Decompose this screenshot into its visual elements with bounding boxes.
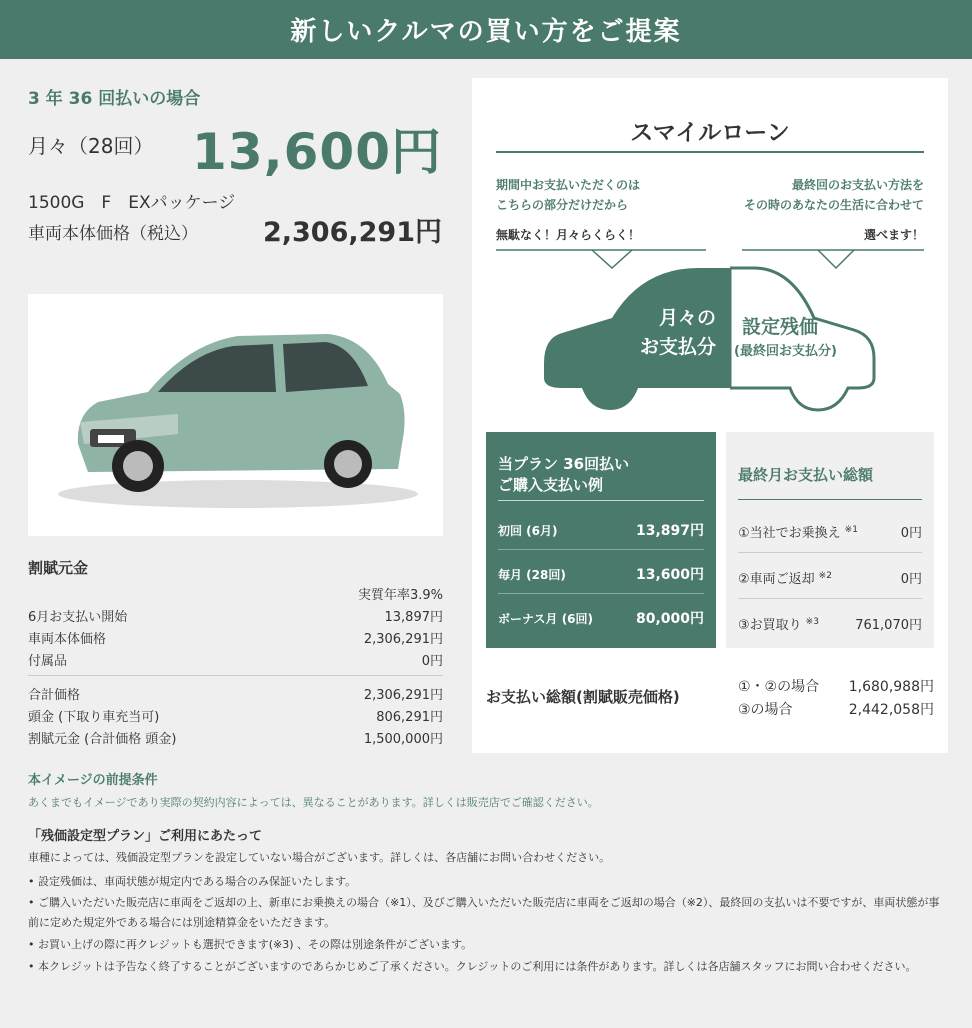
monthly-amount: 13,600円 <box>192 123 442 181</box>
final-payment-row <box>738 522 922 541</box>
monthly-label: 月々（28回） <box>28 134 154 158</box>
final-payment-box <box>726 432 934 648</box>
car-monthly-line: お支払分 <box>639 336 716 358</box>
plan-payment-label: 初回 (6月) <box>498 524 558 538</box>
total-payment-value: 1,680,988円 <box>848 679 934 695</box>
plan-box-title <box>498 454 629 496</box>
plan-payment-label: 毎月 (28回) <box>498 568 566 582</box>
breakdown-row <box>28 728 443 747</box>
breakdown-row-value: 13,897円 <box>384 610 443 625</box>
smile-loan-title: スマイルローン <box>630 120 790 146</box>
car-monthly-label <box>612 304 716 362</box>
plan-payment-box <box>486 432 716 648</box>
note-right-highlight: 選べます！ <box>863 228 924 242</box>
breakdown-row-value: 2,306,291円 <box>363 688 443 703</box>
breakdown-row <box>28 650 443 669</box>
premise-text: あくまでもイメージであり実際の契約内容によっては、異なることがあります。詳しくは販売店でご確認ください。 <box>28 796 599 809</box>
total-payment-row <box>738 676 934 696</box>
plan-note-line: • お買い上げの際に再クレジットも選択できます(※3) 、その際は別途条件がございます。 <box>28 938 473 951</box>
plan-payment-row <box>498 608 704 628</box>
divider <box>738 552 922 553</box>
plan-note-line: 車種によっては、残価設定型プランを設定していない場合がございます。詳しくは、各店舗にお問い合わせください。 <box>28 851 611 864</box>
final-payment-label <box>738 614 819 633</box>
page-banner: 新しいクルマの買い方をご提案 <box>0 0 972 59</box>
total-payment-case: ③の場合 <box>738 702 793 718</box>
breakdown-title: 割賦元金 <box>28 559 89 577</box>
footnote-mark: ※3 <box>805 616 819 627</box>
plan-payment-value: 13,600円 <box>635 567 704 583</box>
final-payment-value: 0円 <box>900 526 922 541</box>
total-payment-case: ①・②の場合 <box>738 679 820 695</box>
car-photo-illustration <box>28 294 443 536</box>
divider <box>498 593 704 594</box>
divider <box>496 151 924 153</box>
divider <box>498 549 704 550</box>
final-payment-label <box>738 522 858 541</box>
note-left-highlight: 無駄なく！月々らくらく！ <box>496 228 641 242</box>
note-right-line: 最終回のお支払い方法を <box>791 178 924 192</box>
plan-title: 3 年 36 回払いの場合 <box>28 89 201 109</box>
breakdown-row <box>28 606 443 625</box>
total-payment-value: 2,442,058円 <box>848 702 934 718</box>
plan-payment-value: 80,000円 <box>635 611 704 627</box>
divider <box>738 499 922 500</box>
breakdown-row-value: 2,306,291円 <box>363 632 443 647</box>
grade-name: 1500G F EXパッケージ <box>28 193 236 213</box>
plan-note-line: • 設定残価は、車両状態が規定内である場合のみ保証いたします。 <box>28 875 357 888</box>
plan-note-line: • 本クレジットは予告なく終了することがございますのであらかじめご了承ください。クレジットのご利用には条件があります。詳しくは各店舗スタッフにお問い合わせください。 <box>28 960 917 973</box>
total-payment-row <box>738 699 934 719</box>
interest-rate-value: 実質年率3.9% <box>357 588 443 603</box>
breakdown-row-label: 割賦元金 (合計価格 頭金) <box>28 732 177 747</box>
final-payment-label-text: ③お買取り <box>738 618 802 633</box>
final-payment-value: 0円 <box>900 572 922 587</box>
plan-notes-title: 「残価設定型プラン」ご利用にあたって <box>28 829 263 844</box>
note-left <box>496 175 640 215</box>
breakdown-row-label: 6月お支払い開始 <box>28 610 128 625</box>
plan-payment-value: 13,897円 <box>635 523 704 539</box>
premise-title: 本イメージの前提条件 <box>28 773 158 788</box>
final-payment-row <box>738 568 922 587</box>
divider <box>498 500 704 501</box>
breakdown-row <box>28 684 443 703</box>
final-box-title: 最終月お支払い総額 <box>738 466 874 484</box>
breakdown-row-label: 車両本体価格 <box>28 632 107 647</box>
breakdown-row-label: 頭金 (下取り車充当可) <box>28 710 160 725</box>
car-monthly-line: 月々の <box>658 307 716 329</box>
interest-rate <box>28 584 443 603</box>
smile-loan-panel <box>472 78 948 753</box>
breakdown-row-label: 付属品 <box>28 654 68 669</box>
breakdown-row <box>28 628 443 647</box>
divider <box>738 598 922 599</box>
residual-value-label: 設定残価 <box>742 316 819 338</box>
plan-note-line: • ご購入いただいた販売店に車両をご返却の上、新車にお乗換えの場合（※1）、及びご購入いただいた販売店に車両をご返却の場合（※2）、最終回の支払いは不要ですが、車両状態が事前に定めた規定外である場合には別途精算金をいただきます。 <box>28 896 940 929</box>
plan-box-title-line: ご購入支払い例 <box>498 476 604 494</box>
footnote-mark: ※1 <box>844 524 858 535</box>
note-right-line: その時のあなたの生活に合わせて <box>743 198 924 212</box>
total-payment-label: お支払い総額(割賦販売価格) <box>486 688 680 706</box>
final-payment-label <box>738 568 832 587</box>
note-left-line: こちらの部分だけだから <box>496 198 629 212</box>
price-value: 2,306,291円 <box>262 217 442 248</box>
breakdown-row-value: 806,291円 <box>376 710 443 725</box>
price-label: 車両本体価格（税込） <box>28 224 198 244</box>
note-left-line: 期間中お支払いただくのは <box>496 178 641 192</box>
footnote-mark: ※2 <box>818 570 832 581</box>
breakdown-row-label: 合計価格 <box>28 688 81 703</box>
divider <box>28 675 443 676</box>
car-image <box>28 294 443 536</box>
residual-value-sub: (最終回お支払分) <box>734 344 837 359</box>
plan-payment-label: ボーナス月 (6回) <box>498 612 594 626</box>
final-payment-row <box>738 614 922 633</box>
final-payment-label-text: ②車両ご返却 <box>738 572 815 587</box>
breakdown-row-value: 1,500,000円 <box>363 732 443 747</box>
breakdown-row-value: 0円 <box>421 654 443 669</box>
breakdown-row <box>28 706 443 725</box>
final-payment-value: 761,070円 <box>855 618 922 633</box>
final-payment-label-text: ①当社でお乗換え <box>738 526 841 541</box>
note-right <box>744 175 924 215</box>
plan-box-title-line: 当プラン 36回払い <box>498 455 630 473</box>
plan-payment-row <box>498 564 704 584</box>
plan-payment-row <box>498 520 704 540</box>
